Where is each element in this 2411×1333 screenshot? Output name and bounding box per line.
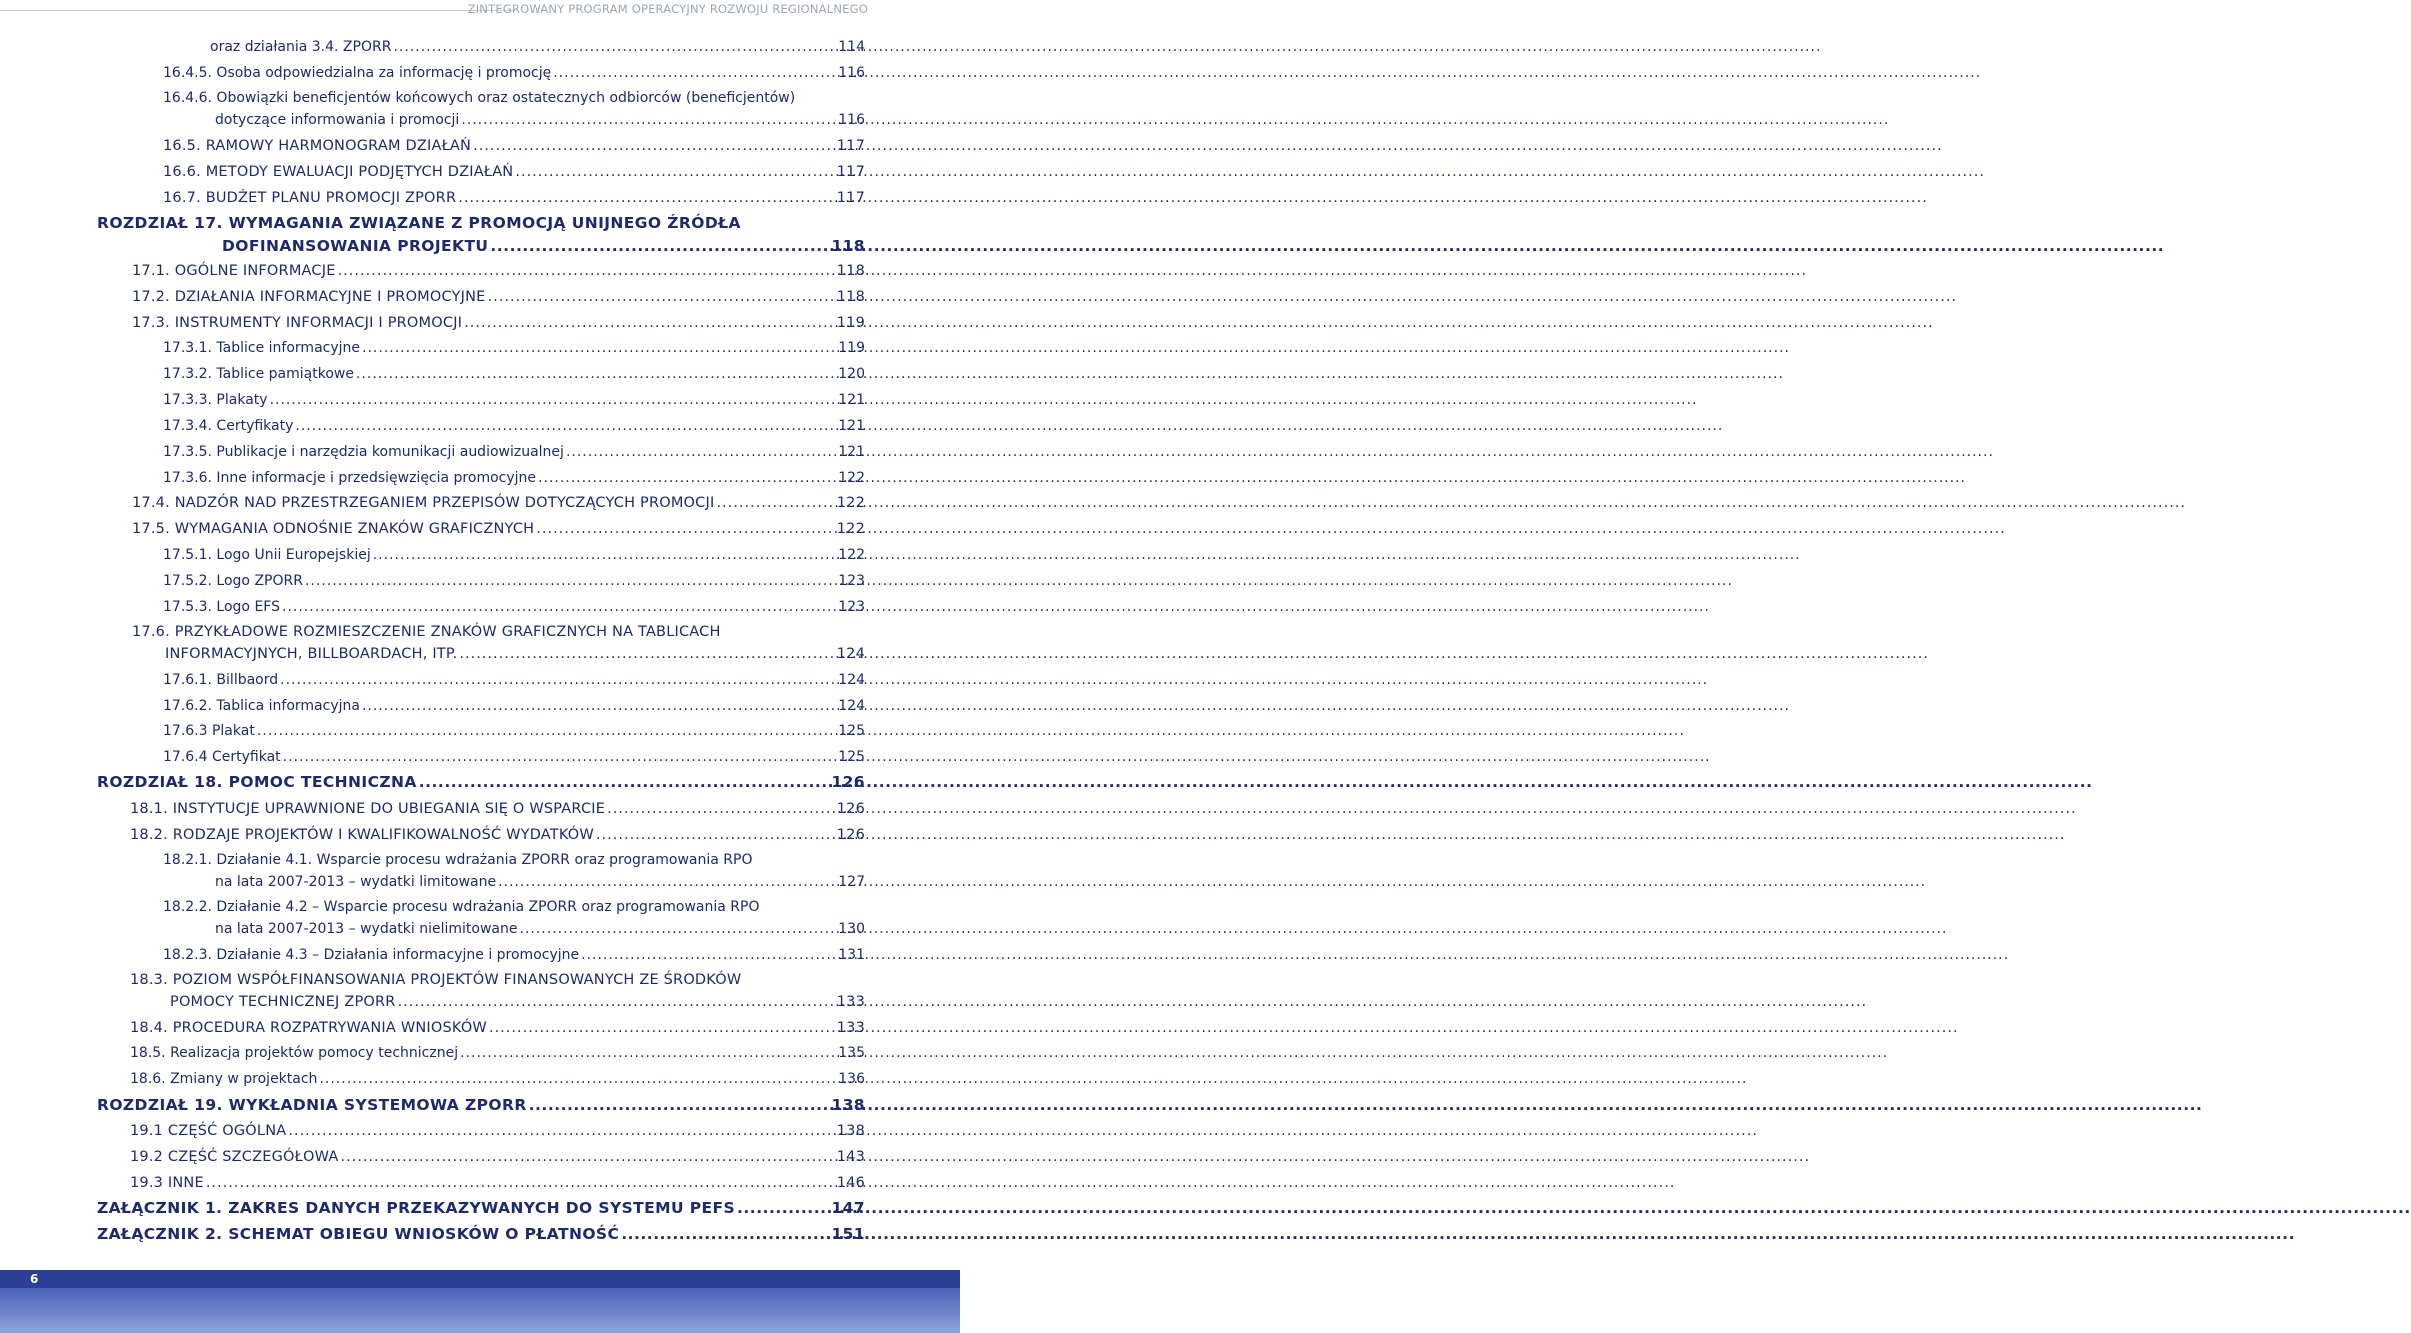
dot-leader	[283, 748, 837, 766]
dot-leader	[295, 417, 836, 435]
dot-leader	[419, 773, 830, 791]
toc-entry[interactable]	[163, 722, 865, 740]
toc-entry-page-number: 146	[836, 1175, 865, 1191]
dot-leader	[282, 598, 836, 616]
toc-entry[interactable]	[130, 1019, 865, 1037]
toc-entry-page-number: 143	[836, 1149, 865, 1165]
toc-entry-page-number: 119	[836, 315, 865, 331]
toc-entry[interactable]	[132, 314, 865, 332]
toc-entry-title: 17.4. NADZÓR NAD PRZESTRZEGANIEM PRZEPISÓW DOTYCZĄCYCH PROMOCJI	[132, 495, 715, 511]
toc-entry[interactable]	[163, 137, 865, 155]
toc-entry-title: 17.6.3 Plakat	[163, 723, 255, 739]
toc-entry-page-number: 133	[836, 1020, 865, 1036]
toc-entry[interactable]	[215, 111, 865, 129]
toc-entry[interactable]	[163, 748, 865, 766]
toc-entry-page-number: 116	[838, 65, 865, 81]
dot-leader	[581, 946, 836, 964]
toc-entry[interactable]	[132, 520, 865, 538]
toc-entry-title: ROZDZIAŁ 18. POMOC TECHNICZNA	[97, 773, 417, 791]
toc-entry-title: na lata 2007-2013 – wydatki limitowane	[215, 874, 497, 890]
toc-entry-title: 17.6.1. Billbaord	[163, 672, 279, 688]
toc-entry[interactable]	[165, 645, 865, 663]
toc-entry[interactable]	[163, 417, 865, 435]
dot-leader	[566, 443, 836, 461]
toc-entry-title: na lata 2007-2013 – wydatki nielimitowane	[215, 921, 518, 937]
dot-leader	[607, 800, 835, 818]
toc-entry-page-number: 126	[836, 801, 865, 817]
toc-entry[interactable]	[163, 365, 865, 383]
toc-entry[interactable]	[163, 671, 865, 689]
toc-entry-title: 16.7. BUDŻET PLANU PROMOCJI ZPORR	[163, 190, 457, 206]
toc-entry-title: ZAŁĄCZNIK 1. ZAKRES DANYCH PRZEKAZYWANYCH DO SYSTEMU PEFS	[97, 1199, 736, 1217]
dot-leader	[488, 288, 835, 306]
toc-entry-title: POMOCY TECHNICZNEJ ZPORR	[170, 994, 396, 1010]
toc-entry-page-number: 117	[836, 164, 865, 180]
toc-entry[interactable]	[163, 391, 865, 409]
toc-entry-page-number: 118	[831, 237, 865, 255]
toc-entry-title: 19.3 INNE	[130, 1175, 204, 1191]
toc-entry-title: 18.6. Zmiany w projektach	[130, 1071, 318, 1087]
toc-entry[interactable]	[163, 339, 865, 357]
toc-entry-title: ROZDZIAŁ 19. WYKŁADNIA SYSTEMOWA ZPORR	[97, 1096, 527, 1114]
toc-entry[interactable]	[210, 38, 865, 56]
toc-entry-title: 17.3.2. Tablice pamiątkowe	[163, 366, 354, 382]
dot-leader	[536, 520, 834, 538]
toc-entry-title: 17.6.4 Certyfikat	[163, 749, 281, 765]
dot-leader	[458, 189, 835, 207]
toc-entry[interactable]	[132, 494, 865, 512]
toc-entry-page-number: 121	[838, 392, 865, 408]
toc-entry[interactable]	[163, 163, 865, 181]
toc-entry[interactable]	[163, 946, 865, 964]
dot-leader	[257, 722, 836, 740]
dot-leader	[373, 546, 837, 564]
dot-leader	[464, 314, 835, 332]
toc-entry-title: 17.6.2. Tablica informacyjna	[163, 698, 360, 714]
toc-entry-page-number: 147	[831, 1199, 865, 1217]
toc-entry-title: 16.6. METODY EWALUACJI PODJĘTYCH DZIAŁAŃ	[163, 164, 514, 180]
toc-entry-page-number: 122	[836, 495, 865, 511]
toc-entry-title: 19.1 CZĘŚĆ OGÓLNA	[130, 1123, 287, 1139]
toc-entry-page-number: 125	[838, 723, 865, 739]
toc-entry-title: INFORMACYJNYCH, BILLBOARDACH, ITP.	[165, 646, 458, 662]
toc-entry-title: 17.3.1. Tablice informacyjne	[163, 340, 361, 356]
toc-entry-title: ZAŁĄCZNIK 2. SCHEMAT OBIEGU WNIOSKÓW O PŁATNOŚĆ	[97, 1225, 620, 1243]
dot-leader	[716, 494, 834, 512]
toc-entry-heading-line: 16.4.6. Obowiązki beneficjentów końcowych oraz ostatecznych odbiorców (beneficjentów)	[163, 90, 796, 106]
toc-entry-page-number: 119	[838, 340, 865, 356]
toc-entry-title: dotyczące informowania i promocji	[215, 112, 460, 128]
dot-leader	[489, 1019, 835, 1037]
toc-entry-page-number: 122	[838, 470, 865, 486]
toc-entry-page-number: 118	[836, 263, 865, 279]
toc-entry-page-number: 135	[838, 1045, 865, 1061]
toc-entry-page-number: 117	[836, 190, 865, 206]
footer-bar	[0, 1270, 960, 1288]
toc-entry-page-number: 122	[836, 521, 865, 537]
toc-entry-title: 17.3. INSTRUMENTY INFORMACJI I PROMOCJI	[132, 315, 463, 331]
toc-entry-page-number: 116	[838, 112, 865, 128]
toc-entry[interactable]	[163, 64, 865, 82]
dot-leader	[305, 572, 836, 590]
toc-entry-page-number: 118	[836, 289, 865, 305]
toc-entry-page-number: 151	[831, 1225, 865, 1243]
toc-entry-title: 17.5.1. Logo Unii Europejskiej	[163, 547, 371, 563]
toc-entry-title: 18.2. RODZAJE PROJEKTÓW I KWALIFIKOWALNOŚĆ WYDATKÓW	[130, 827, 594, 843]
toc-entry-heading-line: ROZDZIAŁ 17. WYMAGANIA ZWIĄZANE Z PROMOCJĄ UNIJNEGO ŹRÓDŁA	[97, 214, 741, 232]
toc-entry-page-number: 114	[838, 39, 865, 55]
dot-leader	[206, 1174, 835, 1192]
dot-leader	[520, 920, 837, 938]
toc-entry-title: 17.2. DZIAŁANIA INFORMACYJNE I PROMOCYJNE	[132, 289, 486, 305]
dot-leader	[515, 163, 834, 181]
toc-entry[interactable]	[163, 443, 865, 461]
toc-entry[interactable]	[130, 1044, 865, 1062]
dot-leader	[398, 993, 835, 1011]
dot-leader	[280, 671, 836, 689]
toc-entry[interactable]	[130, 1070, 865, 1088]
toc-chapter-entry[interactable]	[97, 773, 865, 791]
dot-leader	[270, 391, 837, 409]
running-header: ZINTEGROWANY PROGRAM OPERACYJNY ROZWOJU REGIONALNEGO	[467, 2, 868, 16]
toc-entry[interactable]	[130, 826, 865, 844]
toc-entry-title: 18.4. PROCEDURA ROZPATRYWANIA WNIOSKÓW	[130, 1020, 487, 1036]
toc-entry-page-number: 130	[838, 921, 865, 937]
toc-entry-page-number: 126	[831, 773, 865, 791]
toc-entry-page-number: 125	[838, 749, 865, 765]
toc-entry[interactable]	[130, 1174, 865, 1192]
dot-leader	[596, 826, 835, 844]
toc-entry-title: 18.5. Realizacja projektów pomocy technicznej	[130, 1045, 459, 1061]
toc-entry[interactable]	[163, 546, 865, 564]
dot-leader	[356, 365, 836, 383]
dot-leader	[393, 38, 836, 56]
dot-leader	[319, 1070, 836, 1088]
dot-leader	[362, 697, 836, 715]
toc-entry-title: DOFINANSOWANIA PROJEKTU	[222, 237, 489, 255]
page-number: 6	[30, 1272, 39, 1286]
dot-leader	[461, 111, 836, 129]
toc-entry-page-number: 121	[838, 418, 865, 434]
toc-entry-title: 17.3.6. Inne informacje i przedsięwzięcia promocyjne	[163, 470, 537, 486]
toc-entry-page-number: 124	[838, 698, 865, 714]
toc-entry-heading-line: 17.6. PRZYKŁADOWE ROZMIESZCZENIE ZNAKÓW GRAFICZNYCH NA TABLICACH	[132, 624, 721, 640]
toc-entry-title: 17.5.3. Logo EFS	[163, 599, 280, 615]
table-of-contents	[0, 0, 960, 1333]
toc-entry[interactable]	[170, 993, 865, 1011]
toc-entry-page-number: 122	[838, 547, 865, 563]
toc-entry[interactable]	[163, 572, 865, 590]
toc-entry-page-number: 120	[838, 366, 865, 382]
toc-entry[interactable]	[163, 598, 865, 616]
toc-entry-title: 17.3.5. Publikacje i narzędzia komunikacji audiowizualnej	[163, 444, 564, 460]
toc-entry[interactable]	[163, 469, 865, 487]
dot-leader	[538, 469, 836, 487]
toc-entry-page-number: 124	[836, 646, 865, 662]
toc-entry-page-number: 124	[838, 672, 865, 688]
toc-chapter-entry[interactable]	[222, 237, 865, 255]
toc-entry[interactable]	[130, 1148, 865, 1166]
toc-entry-title: 18.1. INSTYTUCJE UPRAWNIONE DO UBIEGANIA SIĘ O WSPARCIE	[130, 801, 606, 817]
toc-entry[interactable]	[130, 800, 865, 818]
toc-entry-heading-line: 18.2.1. Działanie 4.1. Wsparcie procesu wdrażania ZPORR oraz programowania RPO	[163, 852, 753, 868]
toc-entry-page-number: 136	[838, 1071, 865, 1087]
dot-leader	[362, 339, 836, 357]
toc-entry-page-number: 126	[836, 827, 865, 843]
dot-leader	[288, 1122, 834, 1140]
toc-entry-title: 17.5. WYMAGANIA ODNOŚNIE ZNAKÓW GRAFICZNYCH	[132, 521, 535, 537]
dot-leader	[473, 137, 835, 155]
toc-entry-heading-line: 18.3. POZIOM WSPÓŁFINANSOWANIA PROJEKTÓW FINANSOWANYCH ZE ŚRODKÓW	[130, 972, 742, 988]
toc-entry[interactable]	[132, 288, 865, 306]
toc-chapter-entry[interactable]	[97, 1225, 865, 1243]
toc-entry[interactable]	[130, 1122, 865, 1140]
toc-entry-title: 19.2 CZĘŚĆ SZCZEGÓŁOWA	[130, 1149, 339, 1165]
toc-entry[interactable]	[215, 873, 865, 891]
toc-entry-title: 18.2.3. Działanie 4.3 – Działania informacyjne i promocyjne	[163, 947, 580, 963]
dot-leader	[460, 1044, 836, 1062]
toc-entry-page-number: 133	[836, 994, 865, 1010]
dot-leader	[529, 1096, 830, 1114]
footer-band	[0, 1288, 960, 1333]
toc-entry-page-number: 123	[838, 573, 865, 589]
toc-entry[interactable]	[163, 697, 865, 715]
toc-chapter-entry[interactable]	[97, 1199, 865, 1217]
toc-entry-title: oraz działania 3.4. ZPORR	[210, 39, 392, 55]
toc-entry-title: 16.4.5. Osoba odpowiedzialna za informację i promocję	[163, 65, 552, 81]
dot-leader	[338, 262, 835, 280]
toc-entry-title: 17.3.4. Certyfikaty	[163, 418, 294, 434]
toc-entry-page-number: 131	[838, 947, 865, 963]
toc-entry-title: 17.3.3. Plakaty	[163, 392, 268, 408]
toc-entry-page-number: 127	[838, 874, 865, 890]
toc-entry-title: 16.5. RAMOWY HARMONOGRAM DZIAŁAŃ	[163, 138, 472, 154]
dot-leader	[737, 1199, 829, 1217]
toc-entry-page-number: 138	[836, 1123, 865, 1139]
dot-leader	[621, 1225, 829, 1243]
dot-leader	[498, 873, 836, 891]
toc-entry[interactable]	[163, 189, 865, 207]
toc-entry-heading-line: 18.2.2. Działanie 4.2 – Wsparcie procesu wdrażania ZPORR oraz programowania RPO	[163, 899, 760, 915]
dot-leader	[553, 64, 836, 82]
dot-leader	[340, 1148, 834, 1166]
toc-entry-title: 17.1. OGÓLNE INFORMACJE	[132, 263, 336, 279]
toc-entry[interactable]	[132, 262, 865, 280]
toc-entry-page-number: 123	[838, 599, 865, 615]
dot-leader	[459, 645, 834, 663]
toc-entry-title: 17.5.2. Logo ZPORR	[163, 573, 303, 589]
toc-chapter-entry[interactable]	[97, 1096, 865, 1114]
toc-entry-page-number: 138	[831, 1096, 865, 1114]
toc-entry-page-number: 121	[838, 444, 865, 460]
toc-entry-page-number: 117	[836, 138, 865, 154]
toc-entry[interactable]	[215, 920, 865, 938]
dot-leader	[490, 237, 829, 255]
